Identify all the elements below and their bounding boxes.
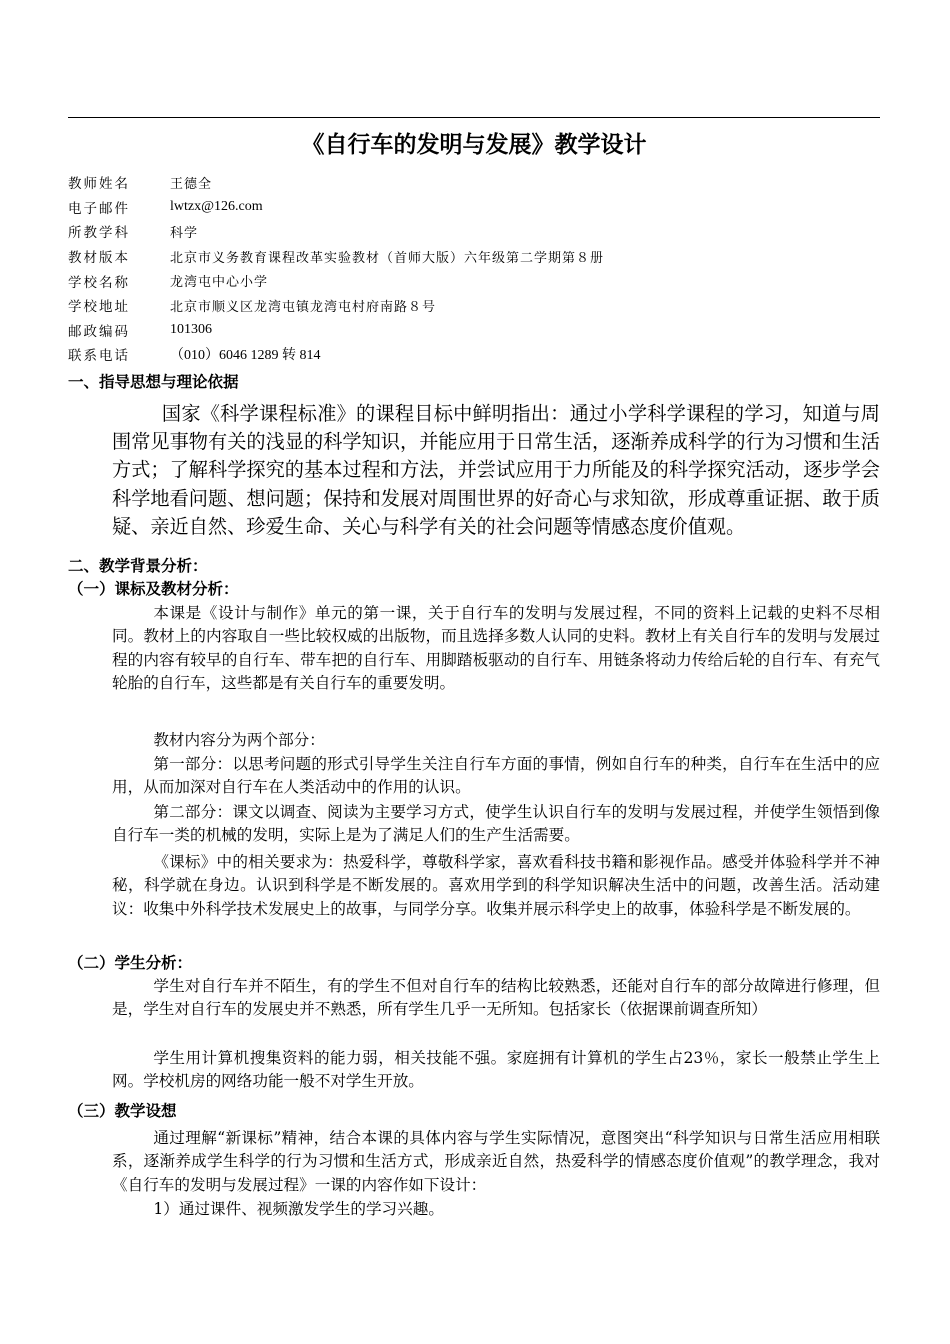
section-paragraph: 通过理解“新课标”精神，结合本课的具体内容与学生实际情况，意图突出“科学知识与日常生活应用相联系，逐渐养成学生科学的行为习惯和生活方式，形成亲近自然，热爱科学的情感态度价值观”的教学理念，我对《自行车的发明与发展过程》一课的内容作如下设计： <box>112 1129 880 1194</box>
info-label: 所教学科 <box>68 225 130 242</box>
info-value: 王德全 <box>170 176 213 192</box>
section-paragraph: 《课标》中的相关要求为：热爱科学，尊敬科学家，喜欢看科技书籍和影视作品。感受并体验科学并不神秘，科学就在身边。认识到科学是不断发展的。喜欢用学到的科学知识解决生活中的问题，改善生活。活动建议：收集中外科学技术发展史上的故事，与同学分享。收集并展示科学史上的故事，体验科学是不断发展的。 <box>112 853 880 918</box>
info-label: 邮政编码 <box>68 323 130 340</box>
document-title: 《自行车的发明与发展》教学设计 <box>301 132 647 158</box>
section-paragraph: 学生对自行车并不陌生，有的学生不但对自行车的结构比较熟悉，还能对自行车的部分故障进行修理，但是，学生对自行车的发展史并不熟悉，所有学生几乎一无所知。包括家长（依据课前调查所知） <box>112 977 880 1019</box>
section-paragraph: 本课是《设计与制作》单元的第一课，关于自行车的发明与发展过程，不同的资料上记载的史料不尽相同。教材上的内容取自一些比较权威的出版物，而且选择多数人认同的史料。教材上有关自行车的发明与发展过程的内容有较早的自行车、带车把的自行车、用脚踏板驱动的自行车、用链条将动力传给后轮的自行车、有充气轮胎的自行车，这些都是有关自行车的重要发明。 <box>112 604 880 693</box>
info-label: 联系电话 <box>68 348 130 365</box>
info-label: 教材版本 <box>68 250 130 267</box>
section-paragraph: 1）通过课件、视频激发学生的学习兴趣。 <box>153 1200 444 1218</box>
info-label: 学校名称 <box>68 274 130 291</box>
info-value: 科学 <box>170 225 199 241</box>
info-row-teacher-name <box>68 170 880 195</box>
subsection-heading-teaching-plan: （三）教学设想 <box>68 1102 177 1120</box>
info-row-postcode <box>68 318 880 343</box>
info-value: 北京市义务教育课程改革实验教材（首师大版）六年级第二学期第８册 <box>170 250 605 266</box>
section-paragraph: 第一部分：以思考问题的形式引导学生关注自行车方面的事情，例如自行车的种类，自行车在生活中的应用，从而加深对自行车在人类活动中的作用的认识。 <box>112 755 880 797</box>
info-label: 学校地址 <box>68 299 130 316</box>
info-value: lwtzx@126.com <box>170 198 263 214</box>
info-label: 教师姓名 <box>68 176 130 193</box>
teacher-info-block <box>68 170 880 367</box>
subsection-heading-students: （二）学生分析： <box>68 954 193 972</box>
info-row-textbook <box>68 244 880 269</box>
section-heading-background: 二、教学背景分析： <box>68 557 208 575</box>
header-rule <box>68 117 880 118</box>
info-row-school-name <box>68 268 880 293</box>
section-paragraph: 国家《科学课程标准》的课程目标中鲜明指出：通过小学科学课程的学习，知道与周围常见事物有关的浅显的科学知识，并能应用于日常生活，逐渐养成科学的行为习惯和生活方式；了解科学探究的基本过程和方法，并尝试应用于力所能及的科学探究活动，逐步学会科学地看问题、想问题；保持和发展对周围世界的好奇心与求知欲，形成尊重证据、敢于质疑、亲近自然、珍爱生命、关心与科学有关的社会问题等情感态度价值观。 <box>112 402 880 538</box>
info-row-email <box>68 195 880 220</box>
info-row-school-address <box>68 293 880 318</box>
info-value: 北京市顺义区龙湾屯镇龙湾屯村府南路８号 <box>170 299 437 315</box>
info-value: 龙湾屯中心小学 <box>170 275 269 291</box>
info-row-subject <box>68 219 880 244</box>
section-paragraph: 教材内容分为两个部分： <box>153 731 325 749</box>
info-row-phone <box>68 342 880 367</box>
section-paragraph: 第二部分：课文以调查、阅读为主要学习方式，使学生认识自行车的发明与发展过程，并使学生领悟到像自行车一类的机械的发明，实际上是为了满足人们的生产生活需要。 <box>112 803 880 845</box>
info-value: （010）6046 1289 转 814 <box>170 348 321 364</box>
info-value: 101306 <box>170 321 212 337</box>
section-paragraph: 学生用计算机搜集资料的能力弱，相关技能不强。家庭拥有计算机的学生占23％，家长一般禁止学生上网。学校机房的网络功能一般不对学生开放。 <box>112 1049 880 1091</box>
info-label: 电子邮件 <box>68 200 130 217</box>
section-heading-guiding-ideas: 一、指导思想与理论依据 <box>68 373 239 391</box>
subsection-heading-curriculum: （一）课标及教材分析： <box>68 580 239 598</box>
